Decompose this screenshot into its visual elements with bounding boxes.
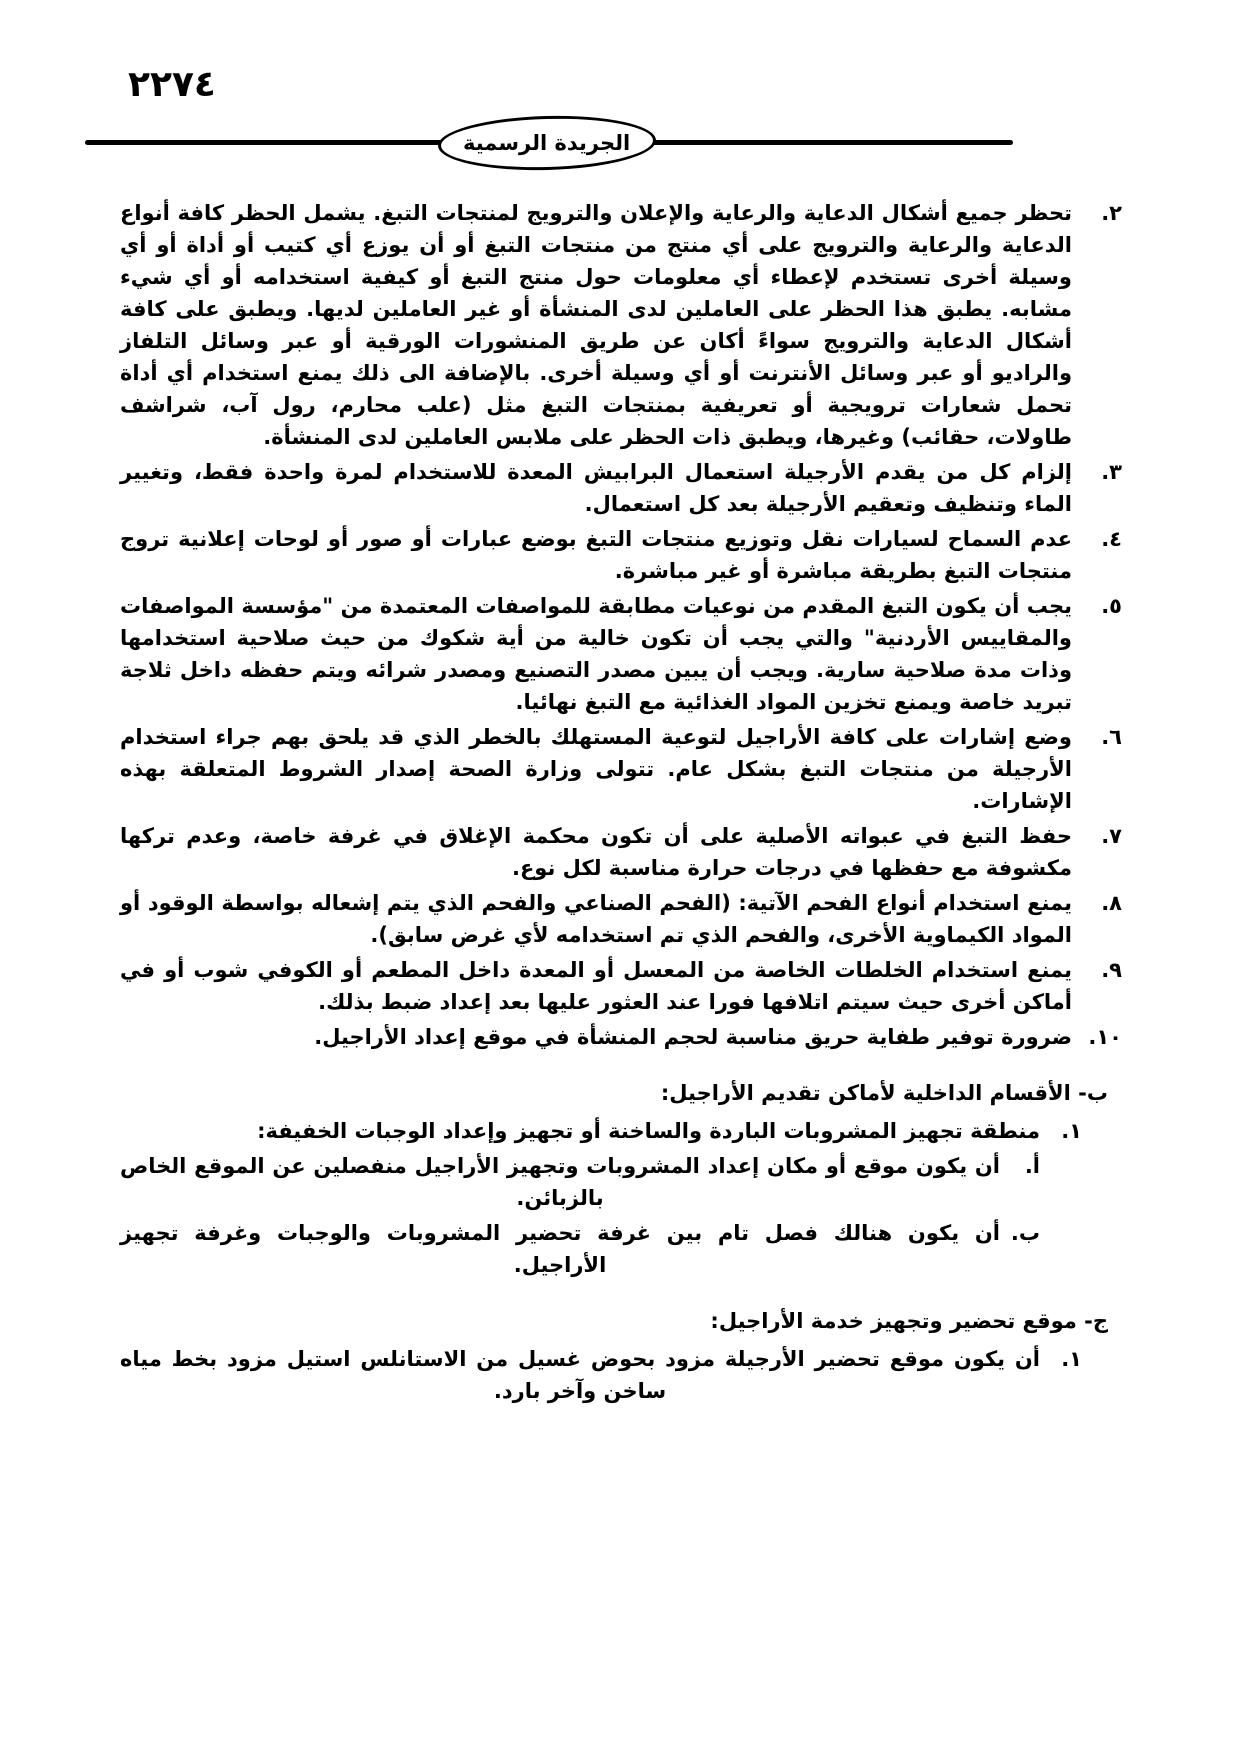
item-text: يمنع استخدام أنواع الفحم الآتية: (الفحم الصناعي والفحم الذي يتم إشعاله بواسطة الوقود أو المواد الكيماوية الأخرى، والفحم الذي تم استخدامه لأي غرض سابق). xyxy=(120,891,1072,947)
item-text: عدم السماح لسيارات نقل وتوزيع منتجات التبغ بوضع عبارات أو صور أو لوحات إعلانية تروج منتجات التبغ بطريقة مباشرة أو غير مباشرة. xyxy=(120,527,1072,583)
item-number: ٤. xyxy=(1101,527,1122,551)
item-number: ٢. xyxy=(1101,201,1122,225)
regulation-item-2 xyxy=(120,197,1122,453)
item-text: أن يكون موقع تحضير الأرجيلة مزود بحوض غسيل من الاستانلس استيل مزود بخط مياه ساخن وآخر بارد. xyxy=(120,1347,1040,1403)
item-text: يجب أن يكون التبغ المقدم من نوعيات مطابقة للمواصفات المعتمدة من "مؤسسة المواصفات والمقاييس الأردنية" والتي يجب أن تكون خالية من أية شكوك من حيث صلاحية استخدامها وذات مدة صلاحية سارية. ويجب أن يبين مصدر التصنيع ومصدر شرائه ويتم حفظه داخل ثلاجة تبريد خاصة ويمنع تخزين المواد الغذائية مع التبغ نهائيا. xyxy=(120,594,1072,714)
section-c-title: ج- موقع تحضير وتجهيز خدمة الأراجيل: xyxy=(710,1309,1108,1333)
item-text: وضع إشارات على كافة الأراجيل لتوعية المستهلك بالخطر الذي قد يلحق بهم جراء استخدام الأرجيلة من منتجات التبغ بشكل عام. تتولى وزارة الصحة إصدار الشروط المتعلقة بهذه الإشارات. xyxy=(120,725,1072,813)
regulation-item-8 xyxy=(120,887,1122,951)
item-number: أ. xyxy=(1024,1154,1040,1178)
regulation-item-9 xyxy=(120,954,1122,1018)
item-text: أن يكون موقع أو مكان إعداد المشروبات وتجهيز الأراجيل منفصلين عن الموقع الخاص بالزبائن. xyxy=(120,1154,1000,1210)
page-number: ٢٢٧٤ xyxy=(128,64,216,105)
item-text: إلزام كل من يقدم الأرجيلة استعمال البرابيش المعدة للاستخدام لمرة واحدة فقط، وتغيير الماء وتنظيف وتعقيم الأرجيلة بعد كل استعمال. xyxy=(120,460,1072,516)
item-number: ٩. xyxy=(1101,958,1122,982)
document-body xyxy=(120,197,1122,1410)
gazette-title: الجريدة الرسمية xyxy=(463,130,631,155)
regulation-item-7 xyxy=(120,820,1122,884)
item-number: ٥. xyxy=(1101,594,1122,618)
item-number: ٦. xyxy=(1101,725,1122,749)
item-number: ب. xyxy=(1010,1221,1040,1245)
regulation-item-3 xyxy=(120,456,1122,520)
item-text: يمنع استخدام الخلطات الخاصة من المعسل أو المعدة داخل المطعم أو الكوفي شوب أو في أماكن أخرى حيث سيتم اتلافها فورا عند العثور عليها بعد إعداد ضبط بذلك. xyxy=(120,958,1072,1014)
item-number: ٨. xyxy=(1101,891,1122,915)
item-text: ضرورة توفير طفاية حريق مناسبة لحجم المنشأة في موقع إعداد الأراجيل. xyxy=(314,1025,1072,1049)
section-b-subitem-a xyxy=(120,1150,1040,1214)
item-text: منطقة تجهيز المشروبات الباردة والساخنة أو تجهيز وإعداد الوجبات الخفيفة: xyxy=(257,1119,1040,1143)
regulation-item-5 xyxy=(120,590,1122,718)
item-number: ١٠. xyxy=(1088,1025,1122,1049)
section-b-subitem-b xyxy=(120,1217,1040,1281)
section-c-item-1 xyxy=(120,1343,1082,1407)
regulation-item-4 xyxy=(120,523,1122,587)
regulation-item-10 xyxy=(120,1021,1122,1053)
item-number: ١. xyxy=(1061,1119,1082,1143)
item-text: تحظر جميع أشكال الدعاية والرعاية والإعلان والترويج لمنتجات التبغ. يشمل الحظر كافة أنواع الدعاية والرعاية والترويج على أي منتج من منتجات التبغ أو أن يوزع أي كتيب أو أداة أو أي وسيلة أخرى تستخدم لإعطاء أي معلومات حول منتج التبغ أو كيفية استخدامه أو أي شيء مشابه. يطبق هذا الحظر على العاملين لدى المنشأة أو غير العاملين لديها. ويطبق على كافة أشكال الدعاية والترويج سواءً أكان عن طريق المنشورات الورقية أو عبر وسائل التلفاز والراديو أو عبر وسائل الأنترنت أو أي وسيلة أخرى. بالإضافة الى ذلك يمنع استخدام أي أداة تحمل شعارات ترويجية أو تعريفية بمنتجات التبغ مثل (علب محارم، رول آب، شراشف طاولات، حقائب) وغيرها، ويطبق ذات الحظر على ملابس العاملين لدى المنشأة. xyxy=(120,201,1072,449)
section-b-title: ب- الأقسام الداخلية لأماكن تقديم الأراجيل: xyxy=(660,1081,1108,1105)
item-text: أن يكون هنالك فصل تام بين غرفة تحضير المشروبات والوجبات وغرفة تجهيز الأراجيل. xyxy=(120,1221,1000,1277)
item-text: حفظ التبغ في عبواته الأصلية على أن تكون محكمة الإغلاق في غرفة خاصة، وعدم تركها مكشوفة مع حفظها في درجات حرارة مناسبة لكل نوع. xyxy=(120,824,1072,880)
regulation-item-6 xyxy=(120,721,1122,817)
item-number: ٧. xyxy=(1101,824,1122,848)
item-number: ٣. xyxy=(1101,460,1122,484)
item-number: ١. xyxy=(1061,1347,1082,1371)
section-b-item-1 xyxy=(120,1115,1082,1147)
gazette-title-badge xyxy=(437,113,656,173)
